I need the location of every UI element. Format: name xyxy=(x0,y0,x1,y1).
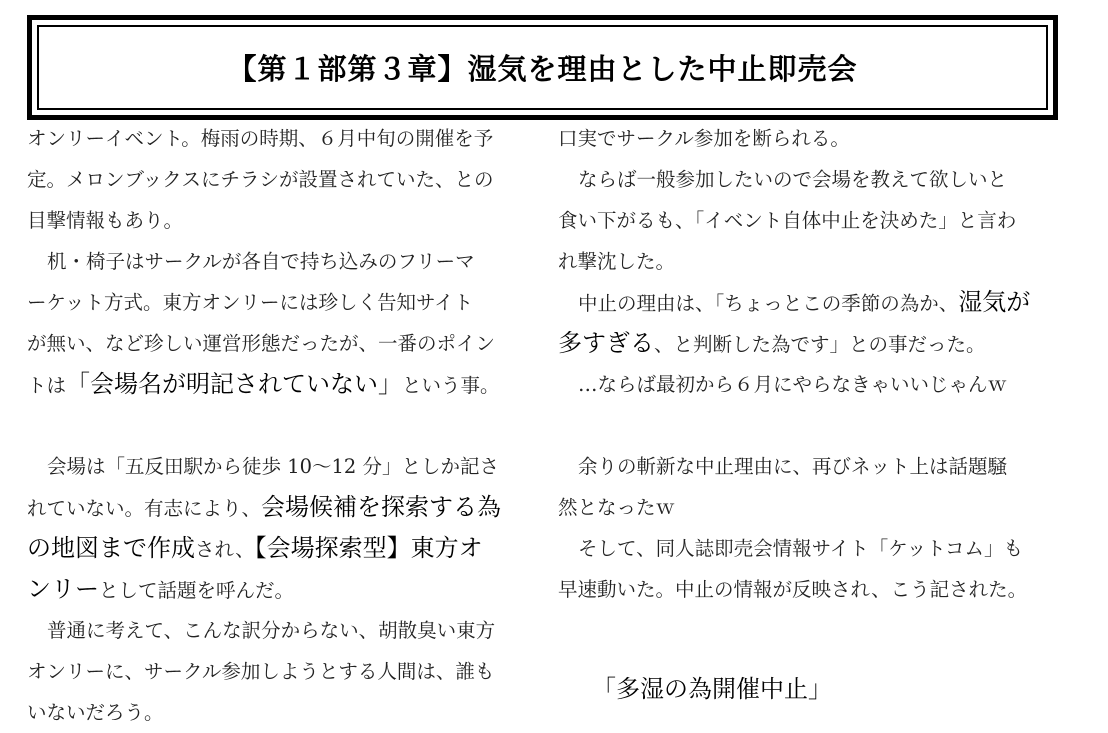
text-span: され、 xyxy=(195,538,255,561)
text-line: れ撃沈した。 xyxy=(558,250,676,273)
text-line: 机・椅子はサークルが各自で持ち込みのフリーマ xyxy=(47,250,475,273)
right-column xyxy=(558,118,1048,710)
paragraph-gap xyxy=(558,405,1048,446)
text-line: 普通に考えて、こんな訳分からない、胡散臭い東方 xyxy=(47,619,496,642)
cancellation-quote: 「多湿の為開催中止」 xyxy=(592,675,832,703)
text-line xyxy=(558,323,1048,364)
paragraph-gap xyxy=(558,610,1048,651)
text-line: 定。メロンブックスにチラシが設置されていた、との xyxy=(27,168,494,191)
text-line: 早速動いた。中止の情報が反映され、こう記された。 xyxy=(558,578,1028,601)
text-line: 余りの斬新な中止理由に、再びネット上は話題騒 xyxy=(578,455,1008,478)
text-span: という事。 xyxy=(402,374,500,397)
text-line xyxy=(27,364,517,405)
text-line: 口実でサークル参加を断られる。 xyxy=(558,127,850,150)
text-span: れていない。有志により、 xyxy=(27,497,262,520)
text-line xyxy=(27,569,517,610)
emphasis-search-venue: 会場候補を探索する為 xyxy=(261,493,502,521)
text-span: 、と判断した為です」との事だった。 xyxy=(654,333,986,356)
text-line xyxy=(27,487,517,528)
text-line: そして、同人誌即売会情報サイト「ケットコム」も xyxy=(578,537,1023,560)
paragraph-gap xyxy=(27,405,517,446)
text-line: …ならば最初から６月にやらなきゃいいじゃんｗ xyxy=(578,373,1008,396)
left-column xyxy=(27,118,517,733)
text-line: 会場は「五反田駅から徒歩 10～12 分」としか記さ xyxy=(47,455,500,478)
text-line: 食い下がるも、「イベント自体中止を決めた」と言わ xyxy=(558,209,1017,232)
emphasis-only: ンリー xyxy=(27,575,99,603)
emphasis-search-type: 【会場探索型】東方オ xyxy=(254,534,483,562)
text-span: トは xyxy=(27,374,67,397)
emphasis-map-created: の地図まで作成 xyxy=(27,534,195,562)
emphasis-too-much: 多すぎる xyxy=(558,329,654,357)
chapter-title-frame xyxy=(27,15,1058,120)
text-line: 然となったｗ xyxy=(558,496,676,519)
text-line: ならば一般参加したいので会場を教えて欲しいと xyxy=(578,168,1008,191)
text-line xyxy=(27,528,517,569)
text-line: オンリーに、サークル参加しようとする人間は、誰も xyxy=(27,660,495,683)
text-span: 中止の理由は、「ちょっとこの季節の為か、 xyxy=(578,292,959,315)
chapter-title: 【第１部第３章】湿気を理由とした中止即売会 xyxy=(227,52,858,86)
text-line: オンリーイベント。梅雨の時期、６月中旬の開催を予 xyxy=(27,127,494,150)
cancellation-quote-line xyxy=(558,669,1048,710)
text-line: 目撃情報もあり。 xyxy=(27,209,184,232)
text-line: いないだろう。 xyxy=(27,701,164,724)
emphasis-humidity: 湿気が xyxy=(958,288,1031,316)
text-line: ーケット方式。東方オンリーには珍しく告知サイト xyxy=(27,291,474,314)
emphasis-venue-unstated: 「会場名が明記されていない」 xyxy=(66,370,403,398)
text-line xyxy=(558,282,1048,323)
text-span: として話題を呼んだ。 xyxy=(99,579,295,602)
text-line: が無い、など珍しい運営形態だったが、一番のポイン xyxy=(27,332,496,355)
